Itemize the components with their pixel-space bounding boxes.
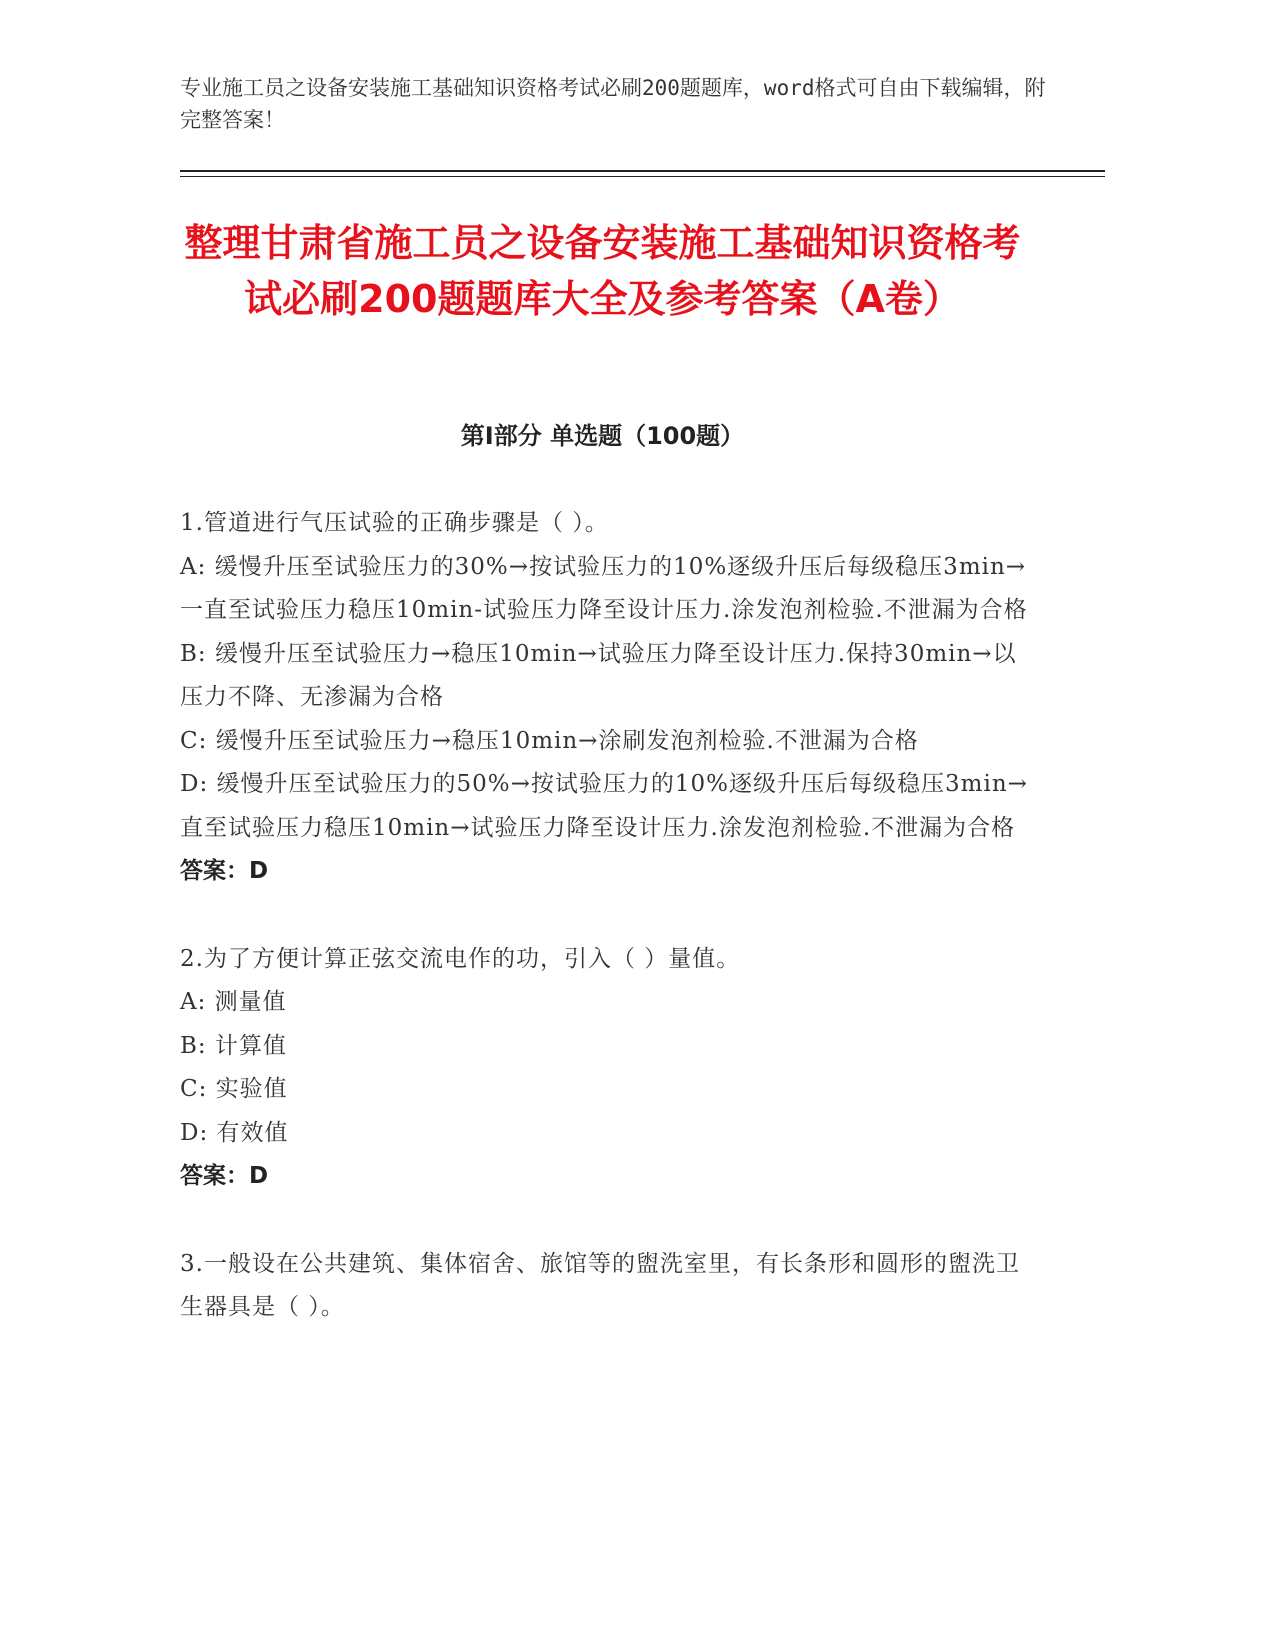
- answer-label: 答案：D: [180, 1163, 269, 1189]
- option-b: B: 缓慢升压至试验压力→稳压10min→试验压力降至设计压力.保持30min→以压力不降、无渗漏为合格: [180, 640, 1017, 710]
- question-3: [180, 1243, 1035, 1330]
- document-title: 整理甘肃省施工员之设备安装施工基础知识资格考试必刷200题题库大全及参考答案（A卷）: [184, 221, 1021, 321]
- header-divider-thick: [180, 170, 1105, 172]
- question-stem: 1.管道进行气压试验的正确步骤是（ ）。: [180, 510, 609, 536]
- header-divider-thin: [180, 176, 1105, 177]
- option-c: C: 缓慢升压至试验压力→稳压10min→涂刷发泡剂检验.不泄漏为合格: [180, 727, 919, 754]
- option-a: A: 测量值: [180, 989, 287, 1015]
- question-1: [180, 502, 1035, 894]
- option-a: A: 缓慢升压至试验压力的30%→按试验压力的10%逐级升压后每级稳压3min→一直至试验压力稳压10min-试验压力降至设计压力.涂发泡剂检验.不泄漏为合格: [180, 553, 1028, 623]
- section-heading: 第I部分 单选题（100题）: [460, 422, 745, 450]
- option-d: D: 缓慢升压至试验压力的50%→按试验压力的10%逐级升压后每级稳压3min→直至试验压力稳压10min→试验压力降至设计压力.涂发泡剂检验.不泄漏为合格: [180, 771, 1028, 841]
- question-2: [180, 938, 1035, 1199]
- question-list: [180, 502, 1035, 1374]
- question-stem: 2.为了方便计算正弦交流电作的功，引入（ ）量值。: [180, 945, 741, 972]
- option-c: C: 实验值: [180, 1076, 288, 1102]
- question-stem: 3.一般设在公共建筑、集体宿舍、旅馆等的盥洗室里，有长条形和圆形的盥洗卫生器具是（ ）。: [180, 1250, 1020, 1320]
- answer-label: 答案：D: [180, 858, 269, 884]
- option-d: D: 有效值: [180, 1119, 289, 1146]
- option-b: B: 计算值: [180, 1032, 287, 1059]
- header-note: 专业施工员之设备安装施工基础知识资格考试必刷200题题库，word格式可自由下载编辑，附完整答案！: [180, 76, 1046, 132]
